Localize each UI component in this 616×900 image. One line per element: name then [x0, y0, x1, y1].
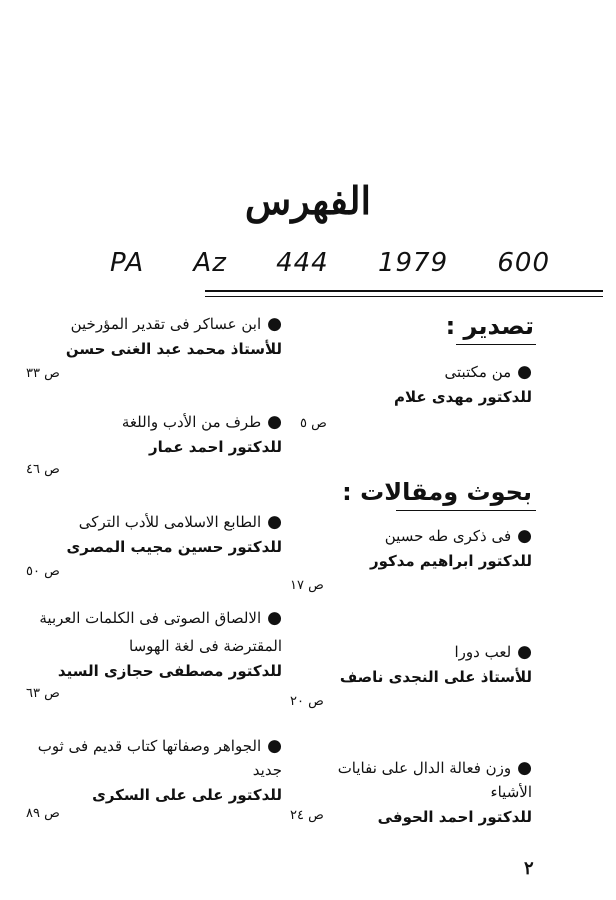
entry-title-line: ●الجواهر وصفاتها كتاب قديم فى ثوب	[37, 736, 282, 756]
toc-entry[interactable]	[312, 524, 532, 574]
entry-author: للدكتور احمد عمار	[149, 438, 282, 456]
entry-title-line: ●طرف من الأدب واللغة	[121, 412, 282, 432]
entry-author: للدكتور مصطفى حجازى السيد	[57, 662, 282, 680]
toc-entry[interactable]	[18, 606, 282, 684]
entry-page-ref: ص ٨٩	[26, 806, 60, 821]
entry-title-line: ●فى ذكرى طه حسين	[384, 526, 532, 546]
entry-page-ref: ص ١٧	[290, 578, 324, 593]
handwritten-catalog-note	[110, 248, 550, 278]
section-heading-buhuth: بحوث ومقالات :	[342, 478, 532, 506]
toc-entry[interactable]	[322, 360, 532, 410]
handwritten-mark: Az	[193, 248, 227, 278]
bullet-icon: ●	[517, 362, 532, 382]
entry-page-ref: ص ٢٠	[290, 694, 324, 709]
entry-author: للدكتور احمد الحوفى	[377, 808, 532, 826]
entry-author: للدكتور على على السكرى	[92, 786, 282, 804]
entry-page-ref: ص ٢٤	[290, 808, 324, 823]
entry-title-line: ●لعب دورا	[454, 642, 532, 662]
toc-entry[interactable]	[18, 734, 282, 808]
toc-entry[interactable]	[292, 756, 532, 830]
entry-page-ref: ص ٥٠	[26, 564, 60, 579]
bullet-icon: ●	[267, 314, 282, 334]
entry-author: للدكتور حسين مجيب المصرى	[66, 538, 282, 556]
bullet-icon: ●	[267, 412, 282, 432]
section-underline	[456, 344, 536, 345]
header-rule-thin	[205, 296, 603, 297]
section-heading-tasdir: تصدير :	[445, 312, 534, 340]
entry-title-line: ●الالصاق الصوتى فى الكلمات العربية	[39, 608, 282, 628]
bullet-icon: ●	[517, 758, 532, 778]
entry-author: للأستاذ محمد عبد الغنى حسن	[65, 340, 282, 358]
handwritten-mark: 600	[497, 248, 550, 278]
header-rule	[205, 290, 603, 292]
handwritten-mark: 1979	[377, 248, 449, 278]
entry-page-ref: ص ٥	[300, 416, 327, 431]
bullet-icon: ●	[517, 526, 532, 546]
entry-title-line: ●ابن عساكر فى تقدير المؤرخين	[70, 314, 282, 334]
entry-title-continuation: المقترضة فى لغة الهوسا	[129, 637, 282, 655]
toc-entry[interactable]	[18, 510, 282, 560]
entry-title-line: ●وزن فعالة الدال على نفايات الأشياء	[337, 758, 532, 801]
entry-page-ref: ص ٦٣	[26, 686, 60, 701]
toc-entry[interactable]	[18, 312, 282, 362]
bullet-icon: ●	[267, 736, 282, 756]
page-title: الفهرس	[244, 178, 372, 223]
bullet-icon: ●	[267, 608, 282, 628]
section-underline	[396, 510, 536, 511]
entry-author: للدكتور ابراهيم مدكور	[370, 552, 532, 570]
entry-title-line: ●الطابع الاسلامى للأدب التركى	[78, 512, 282, 532]
entry-page-ref: ص ٣٣	[26, 366, 60, 381]
entry-page-ref: ص ٤٦	[26, 462, 60, 477]
toc-entry[interactable]	[312, 640, 532, 690]
entry-title-line: ●من مكتبتى	[444, 362, 532, 382]
handwritten-mark: 444	[276, 248, 329, 278]
bullet-icon: ●	[517, 642, 532, 662]
bullet-icon: ●	[267, 512, 282, 532]
entry-title-continuation: جديد	[252, 761, 282, 779]
entry-author: للدكتور مهدى علام	[394, 388, 532, 406]
page-number: ٢	[524, 858, 534, 879]
handwritten-mark: PA	[110, 248, 145, 278]
toc-entry[interactable]	[18, 410, 282, 460]
entry-author: للأستاذ على النجدى ناصف	[339, 668, 532, 686]
